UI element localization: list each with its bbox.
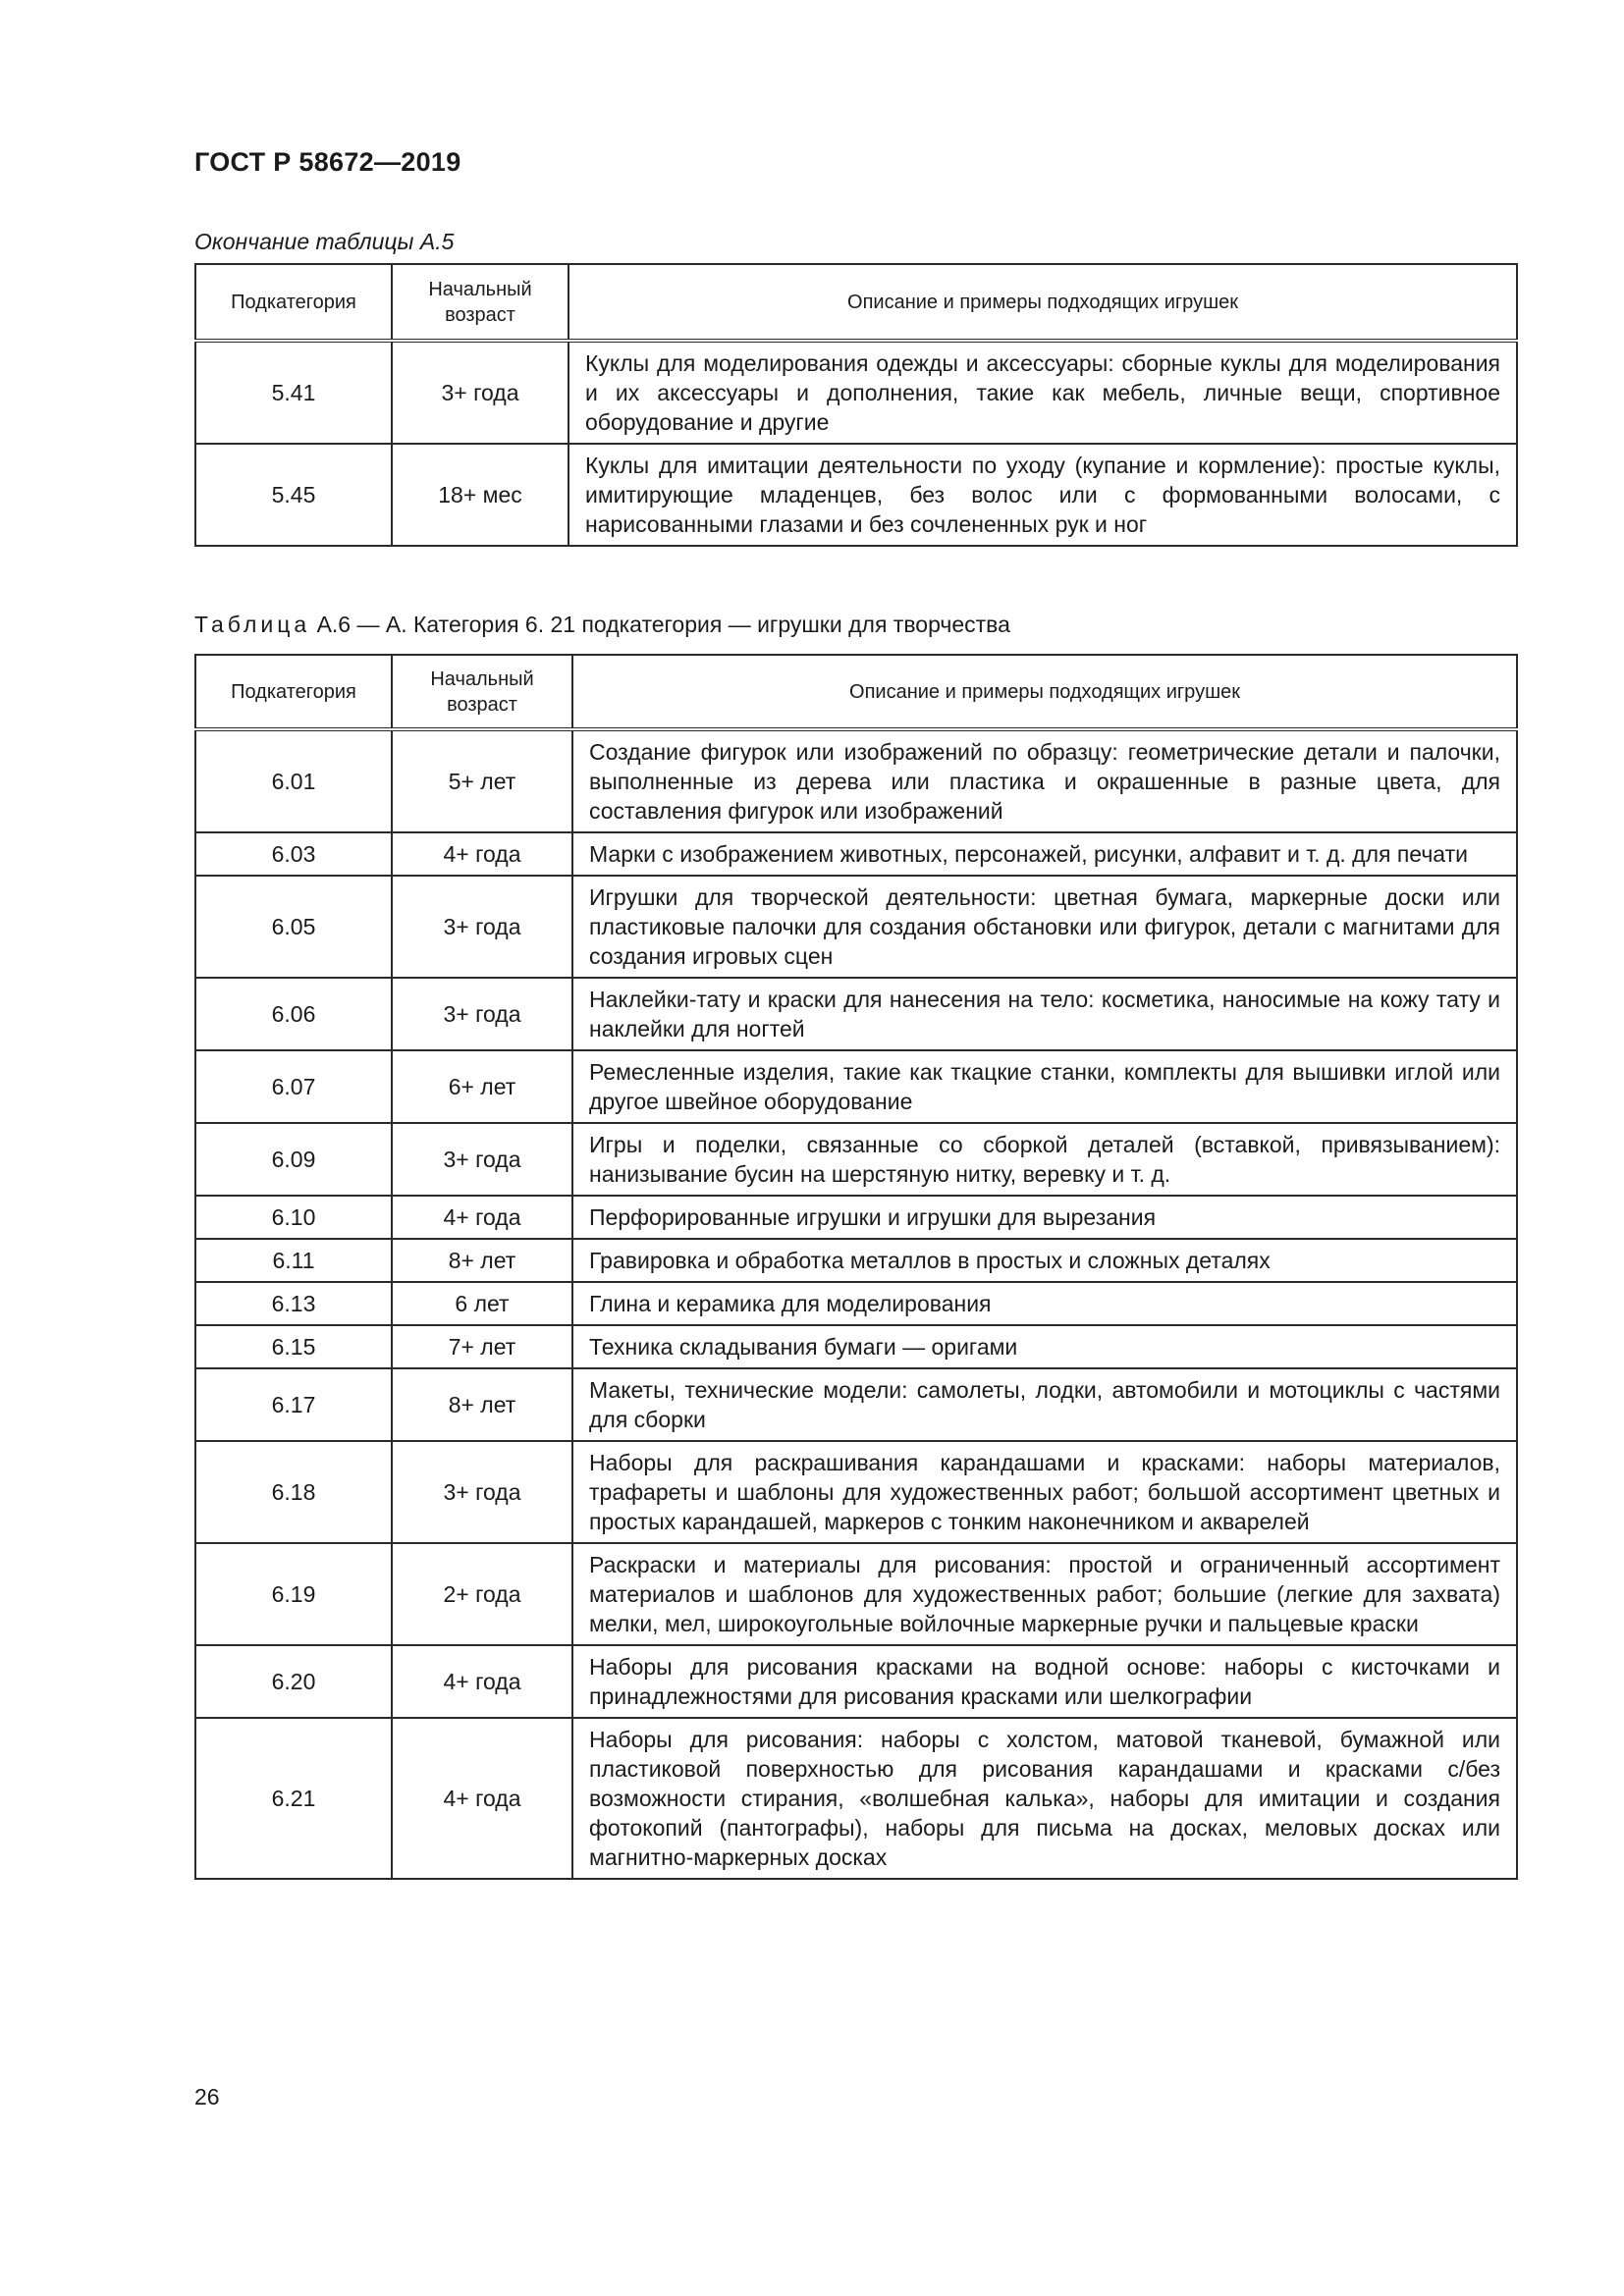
- table-a6-body: [195, 729, 1517, 1879]
- table-row: [195, 1050, 1517, 1123]
- table-a5: [194, 263, 1518, 547]
- subcategory-cell: 6.01: [195, 729, 392, 832]
- table-header-row: [195, 655, 1517, 729]
- subcategory-cell: 6.10: [195, 1196, 392, 1239]
- table-a5-caption: Окончание таблицы А.5: [194, 229, 455, 254]
- subcategory-cell: 6.19: [195, 1543, 392, 1645]
- description-cell: Глина и керамика для моделирования: [572, 1282, 1517, 1325]
- description-cell: Перфорированные игрушки и игрушки для вырезания: [572, 1196, 1517, 1239]
- table-row: [195, 1368, 1517, 1441]
- table-row: [195, 978, 1517, 1050]
- start-age-cell: 3+ года: [392, 1123, 572, 1196]
- table-row: [195, 1239, 1517, 1282]
- subcategory-cell: 6.05: [195, 876, 392, 978]
- table-row: [195, 1196, 1517, 1239]
- start-age-cell: 2+ года: [392, 1543, 572, 1645]
- description-cell: Игры и поделки, связанные со сборкой деталей (вставкой, привязыванием): нанизывание бусин на шерстяную нитку, веревку и т. д.: [572, 1123, 1517, 1196]
- subcategory-cell: 6.03: [195, 832, 392, 876]
- page-number: 26: [194, 2084, 220, 2109]
- table-row: [195, 1543, 1517, 1645]
- table-a5-body: [195, 341, 1517, 546]
- description-cell: Наклейки-тату и краски для нанесения на тело: косметика, наносимые на кожу тату и наклейки для ногтей: [572, 978, 1517, 1050]
- subcategory-cell: 5.41: [195, 341, 392, 444]
- subcategory-cell: 6.06: [195, 978, 392, 1050]
- table-row: [195, 444, 1517, 546]
- start-age-cell: 5+ лет: [392, 729, 572, 832]
- table-a6-caption-text: А.6 — А. Категория 6. 21 подкатегория — игрушки для творчества: [310, 612, 1010, 637]
- table-row: [195, 1325, 1517, 1368]
- table-a6-caption: [194, 612, 1010, 638]
- table-row: [195, 1645, 1517, 1718]
- column-header-description: Описание и примеры подходящих игрушек: [568, 264, 1517, 341]
- start-age-cell: 4+ года: [392, 1718, 572, 1879]
- column-header-start-age: Начальный возраст: [392, 655, 572, 729]
- description-cell: Наборы для рисования: наборы с холстом, матовой тканевой, бумажной или пластиковой поверхностью для рисования карандашами и красками с/без возможности стирания, «волшебная калька», наборы для имитации и создания фотокопий (пантографы), наборы для письма на досках, меловых досках или магнитно-маркерных досках: [572, 1718, 1517, 1879]
- description-cell: Наборы для рисования красками на водной основе: наборы с кисточками и принадлежностями для рисования красками или шелкографии: [572, 1645, 1517, 1718]
- subcategory-cell: 6.18: [195, 1441, 392, 1543]
- table-a6-caption-prefix: Таблица: [194, 612, 311, 637]
- start-age-cell: 7+ лет: [392, 1325, 572, 1368]
- subcategory-cell: 6.20: [195, 1645, 392, 1718]
- column-header-subcategory: Подкатегория: [195, 655, 392, 729]
- table-row: [195, 1282, 1517, 1325]
- start-age-cell: 3+ года: [392, 978, 572, 1050]
- description-cell: Игрушки для творческой деятельности: цветная бумага, маркерные доски или пластиковые палочки для создания обстановки или фигурок, детали с магнитами для создания игровых сцен: [572, 876, 1517, 978]
- table-header-row: [195, 264, 1517, 341]
- start-age-cell: 3+ года: [392, 341, 568, 444]
- description-cell: Ремесленные изделия, такие как ткацкие станки, комплекты для вышивки иглой или другое швейное оборудование: [572, 1050, 1517, 1123]
- document-header: ГОСТ Р 58672—2019: [194, 147, 461, 177]
- description-cell: Техника складывания бумаги — оригами: [572, 1325, 1517, 1368]
- start-age-cell: 3+ года: [392, 876, 572, 978]
- table-row: [195, 1718, 1517, 1879]
- subcategory-cell: 6.11: [195, 1239, 392, 1282]
- column-header-description: Описание и примеры подходящих игрушек: [572, 655, 1517, 729]
- table-row: [195, 1441, 1517, 1543]
- subcategory-cell: 6.13: [195, 1282, 392, 1325]
- description-cell: Гравировка и обработка металлов в простых и сложных деталях: [572, 1239, 1517, 1282]
- table-row: [195, 729, 1517, 832]
- column-header-start-age: Начальный возраст: [392, 264, 568, 341]
- start-age-cell: 8+ лет: [392, 1239, 572, 1282]
- table-row: [195, 1123, 1517, 1196]
- start-age-cell: 3+ года: [392, 1441, 572, 1543]
- description-cell: Куклы для моделирования одежды и аксессуары: сборные куклы для моделирования и их аксессуары и дополнения, такие как мебель, личные вещи, спортивное оборудование и другие: [568, 341, 1517, 444]
- subcategory-cell: 6.09: [195, 1123, 392, 1196]
- start-age-cell: 6 лет: [392, 1282, 572, 1325]
- description-cell: Марки с изображением животных, персонажей, рисунки, алфавит и т. д. для печати: [572, 832, 1517, 876]
- start-age-cell: 8+ лет: [392, 1368, 572, 1441]
- subcategory-cell: 6.15: [195, 1325, 392, 1368]
- subcategory-cell: 6.07: [195, 1050, 392, 1123]
- subcategory-cell: 6.17: [195, 1368, 392, 1441]
- description-cell: Наборы для раскрашивания карандашами и красками: наборы материалов, трафареты и шаблоны для художественных работ; большой ассортимент цветных и простых карандашей, маркеров с тонким наконечником и акварелей: [572, 1441, 1517, 1543]
- start-age-cell: 4+ года: [392, 1645, 572, 1718]
- subcategory-cell: 5.45: [195, 444, 392, 546]
- start-age-cell: 4+ года: [392, 1196, 572, 1239]
- description-cell: Куклы для имитации деятельности по уходу (купание и кормление): простые куклы, имитирующие младенцев, без волос или с формованными волосами, с нарисованными глазами и без сочлененных рук и ног: [568, 444, 1517, 546]
- description-cell: Раскраски и материалы для рисования: простой и ограниченный ассортимент материалов и шаблонов для художественных работ; большие (легкие для захвата) мелки, мел, широкоугольные войлочные маркерные ручки и пальцевые краски: [572, 1543, 1517, 1645]
- column-header-subcategory: Подкатегория: [195, 264, 392, 341]
- table-row: [195, 341, 1517, 444]
- table-a6: [194, 654, 1518, 1880]
- table-row: [195, 876, 1517, 978]
- table-row: [195, 832, 1517, 876]
- start-age-cell: 6+ лет: [392, 1050, 572, 1123]
- description-cell: Создание фигурок или изображений по образцу: геометрические детали и палочки, выполненные из дерева или пластика и окрашенные в разные цвета, для составления фигурок или изображений: [572, 729, 1517, 832]
- subcategory-cell: 6.21: [195, 1718, 392, 1879]
- start-age-cell: 4+ года: [392, 832, 572, 876]
- start-age-cell: 18+ мес: [392, 444, 568, 546]
- description-cell: Макеты, технические модели: самолеты, лодки, автомобили и мотоциклы с частями для сборки: [572, 1368, 1517, 1441]
